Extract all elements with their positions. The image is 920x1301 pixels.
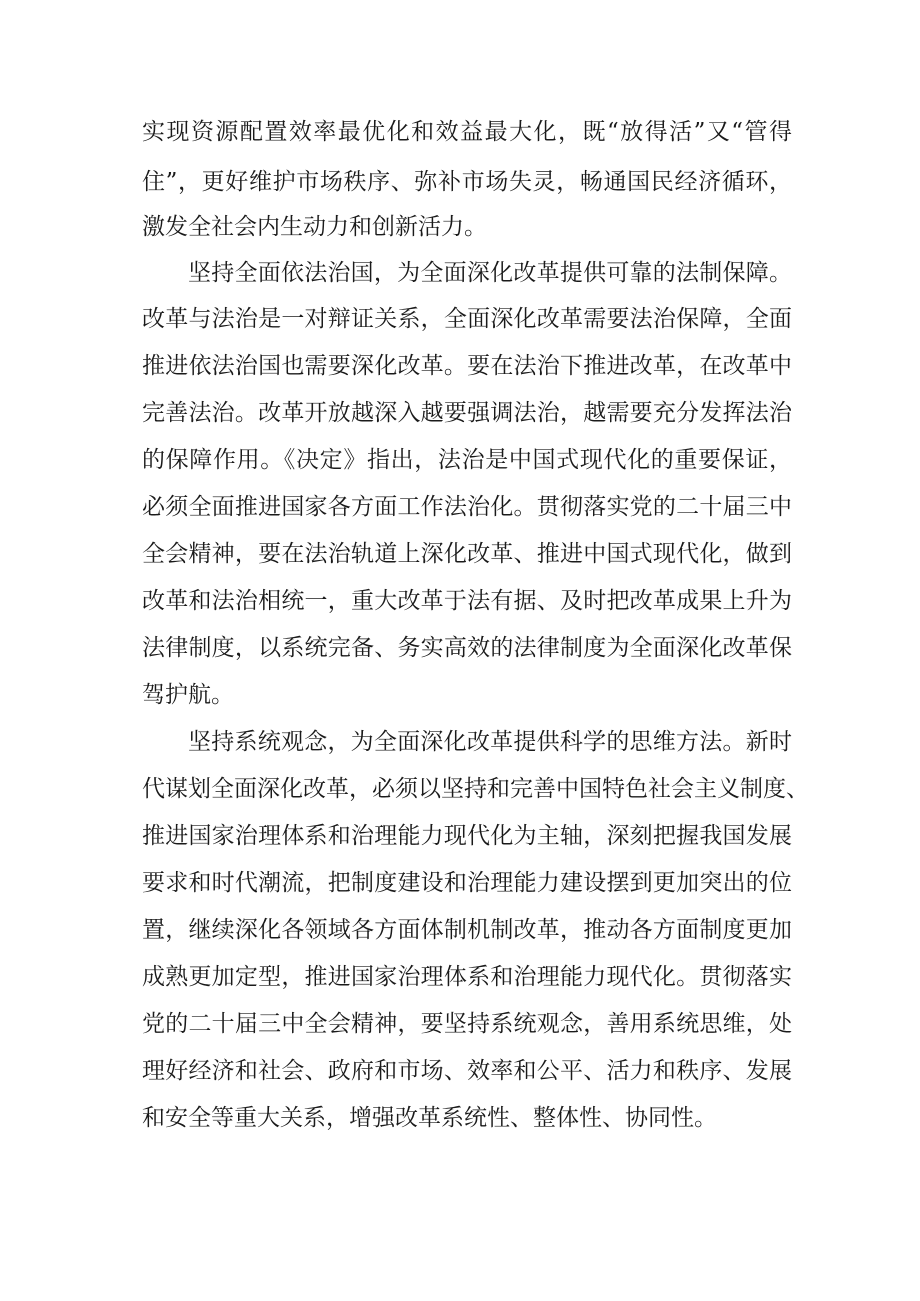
- paragraph-2-line-8: 改革和法治相统一，重大改革于法有据、及时把改革成果上升为: [142, 588, 792, 614]
- paragraph-2-line-6: 必须全面推进国家各方面工作法治化。贯彻落实党的二十届三中: [142, 494, 792, 520]
- paragraph-3-line-6: 成熟更加定型，推进国家治理体系和治理能力现代化。贯彻落实: [142, 964, 792, 990]
- paragraph-2-line-4: 完善法治。改革开放越深入越要强调法治，越需要充分发挥法治: [142, 400, 792, 426]
- paragraph-3-line-5: 置，继续深化各领域各方面体制机制改革，推动各方面制度更加: [142, 917, 792, 943]
- paragraph-1-line-2: 住”，更好维护市场秩序、弥补市场失灵，畅通国民经济循环，: [142, 169, 792, 195]
- paragraph-2-line-1: 坚持全面依法治国，为全面深化改革提供可靠的法制保障。: [188, 260, 792, 286]
- paragraph-3-line-4: 要求和时代潮流，把制度建设和治理能力建设摆到更加突出的位: [142, 870, 792, 896]
- paragraph-2-line-10: 驾护航。: [142, 682, 234, 708]
- paragraph-2-line-5: 的保障作用。《决定》指出，法治是中国式现代化的重要保证，: [142, 447, 792, 473]
- paragraph-2-line-7: 全会精神，要在法治轨道上深化改革、推进中国式现代化，做到: [142, 541, 792, 567]
- paragraph-1-line-3: 激发全社会内生动力和创新活力。: [142, 214, 487, 240]
- paragraph-3-line-7: 党的二十届三中全会精神，要坚持系统观念，善用系统思维，处: [142, 1011, 792, 1037]
- paragraph-3-line-9: 和安全等重大关系，增强改革系统性、整体性、协同性。: [142, 1105, 717, 1131]
- paragraph-3-line-8: 理好经济和社会、政府和市场、效率和公平、活力和秩序、发展: [142, 1058, 792, 1084]
- paragraph-3-line-3: 推进国家治理体系和治理能力现代化为主轴，深刻把握我国发展: [142, 823, 792, 849]
- paragraph-2-line-3: 推进依法治国也需要深化改革。要在法治下推进改革，在改革中: [142, 353, 792, 379]
- paragraph-1-line-1: 实现资源配置效率最优化和效益最大化，既“放得活”又“管得: [142, 119, 792, 145]
- paragraph-2-line-9: 法律制度，以系统完备、务实高效的法律制度为全面深化改革保: [142, 635, 792, 661]
- paragraph-3-line-2: 代谋划全面深化改革，必须以坚持和完善中国特色社会主义制度、: [142, 776, 809, 802]
- paragraph-2-line-2: 改革与法治是一对辩证关系，全面深化改革需要法治保障，全面: [142, 306, 792, 332]
- paragraph-3-line-1: 坚持系统观念，为全面深化改革提供科学的思维方法。新时: [188, 729, 792, 755]
